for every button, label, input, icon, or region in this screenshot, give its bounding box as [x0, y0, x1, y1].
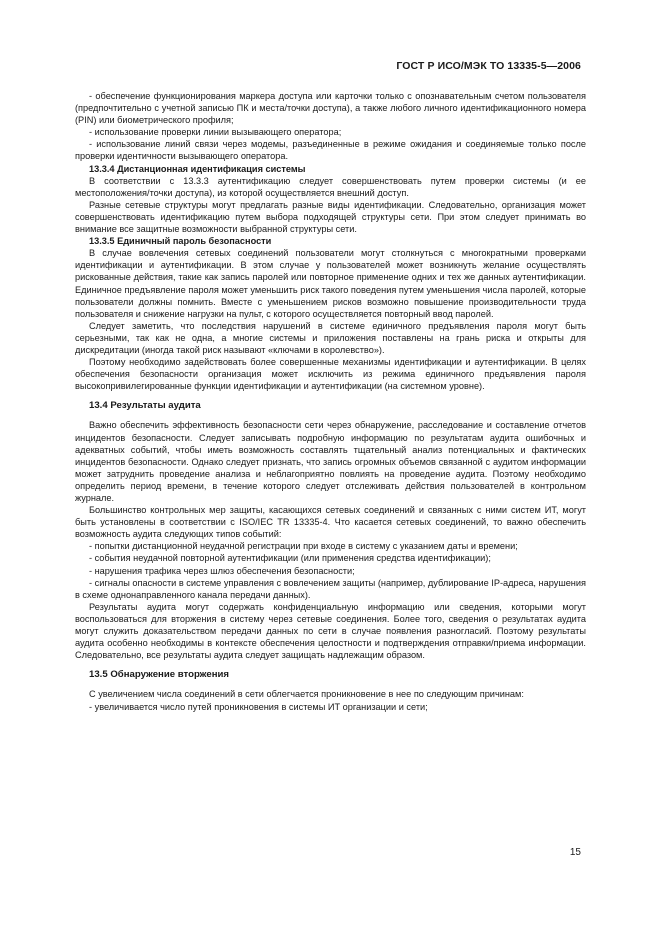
paragraph-13-3-4-1: В соответствии с 13.3.3 аутентификацию следует совершенствовать путем проверки системы (и ее местоположения/точки доступа), из которой осуществляется внешний доступ. — [75, 175, 586, 198]
paragraph-13-5-list-1: - увеличивается число путей проникновения в системы ИТ организации и сети; — [89, 701, 428, 712]
heading-13-4: 13.4 Результаты аудита — [89, 400, 201, 412]
paragraph-intro-list-2: - использование проверки линии вызывающего оператора; — [89, 127, 342, 138]
paragraph-13-3-5-3: Поэтому необходимо задействовать более совершенные механизмы идентификации и аутентификации. В целях обеспечения безопасности организация может исключить из режима единичного предъявления пароля высокопривилегированные функции идентификации и аутентификации (на системном уровне). — [75, 357, 586, 392]
heading-13-3-5: 13.3.5 Единичный пароль безопасности — [89, 236, 272, 247]
paragraph-13-4-list-4: - сигналы опасности в системе управления с вовлечением защиты (например, дублирование IP-адреса, нарушения в схеме однонаправленного канала передачи данных). — [75, 577, 586, 600]
document-header: ГОСТ Р ИСО/МЭК ТО 13335-5—2006 — [396, 60, 581, 72]
paragraph-13-4-list-2: - события неудачной повторной аутентификации (или применения средства идентификации); — [89, 553, 491, 564]
heading-13-3-4: 13.3.4 Дистанционная идентификация системы — [89, 163, 306, 174]
paragraph-13-3-5-2: Следует заметить, что последствия нарушений в системе единичного предъявления пароля могут быть серьезными, так как не одна, а многие системы и приложения поставлены на грань риска и открыты для дискредитации (иногда такой риск называют «ключами в королевство»). — [75, 320, 586, 355]
paragraph-13-3-4-2: Разные сетевые структуры могут предлагать разные виды идентификации. Следовательно, организация может совершенствовать идентификацию путем выбора подходящей структуры сети. При этом следует принимать во внимание все защитные возможности выбранной структуры сети. — [75, 199, 586, 235]
paragraph-13-3-5-1: В случае вовлечения сетевых соединений пользователи могут столкнуться с многократными проверками идентификации и аутентификации. В этом случае у пользователей может возникнуть желание осуществлять рискованные действия, такие как запись паролей или повторное применение одних и тех же данных аутентификации. Единичное предъявление пароля может уменьшить риск такого поведения путем уменьшения числа паролей, которые пользователи должны помнить. Вместе с уменьшением рисков возможно повышение производительности труда пользователя и снижение нагрузки на пульт, с которого осуществляется повторный ввод паролей. — [75, 248, 586, 319]
paragraph-13-4-list-1: - попытки дистанционной неудачной регистрации при входе в систему с указанием даты и времени; — [89, 541, 518, 552]
document-body — [75, 90, 586, 713]
paragraph-13-4-2: Большинство контрольных мер защиты, касающихся сетевых соединений и связанных с ними систем ИТ, могут быть установлены в соответствии с ISO/IEC TR 13335-4. Что касается сетевых соединений, то важно обеспечить возможность аудита следующих типов событий: — [75, 505, 586, 540]
paragraph-13-4-1: Важно обеспечить эффективность безопасности сети через обнаружение, расследование и составление отчетов инцидентов безопасности. Следует записывать подробную информацию по результатам аудита ошибочных и адекватных событий, чтобы иметь возможность составлять тщательный анализ потенциальных и фактических инцидентов безопасности. Однако следует признать, что запись огромных объемов связанной с аудитом информации может затруднить проведение анализа и неблагоприятно повлиять на проведение аудита. Поэтому необходимо определить период времени, в течение которого следует отслеживать действия пользователей в контрольном журнале. — [75, 420, 586, 503]
paragraph-13-4-list-3: - нарушения трафика через шлюз обеспечения безопасности; — [89, 565, 355, 576]
page-number: 15 — [569, 847, 581, 858]
paragraph-13-4-3: Результаты аудита могут содержать конфиденциальную информацию или сведения, которыми могут воспользоваться для вторжения в систему через сетевые соединения. Более того, сведения о результатах аудита могут служить доказательством передачи данных по сети в случае появления разногласий. Поэтому результаты аудита особенно необходимы в контексте обеспечения целостности и подтверждения отправки/приема информации. Следовательно, все результаты аудита следует защищать надлежащим образом. — [75, 601, 586, 661]
heading-13-5: 13.5 Обнаружение вторжения — [89, 669, 229, 681]
paragraph-intro-list-3: - использование линий связи через модемы, разъединенные в режиме ожидания и соединяемые только после проверки идентичности вызывающего оператора. — [75, 139, 586, 162]
paragraph-13-5-1: С увеличением числа соединений в сети облегчается проникновение в нее по следующим причинам: — [89, 689, 524, 700]
paragraph-intro-list-1: - обеспечение функционирования маркера доступа или карточки только с опознавательным счетом пользователя (предпочтительно с учетной записью ПК и места/точки доступа), а также любого личного идентификационного номера (PIN) или биометрического профиля; — [75, 91, 586, 126]
